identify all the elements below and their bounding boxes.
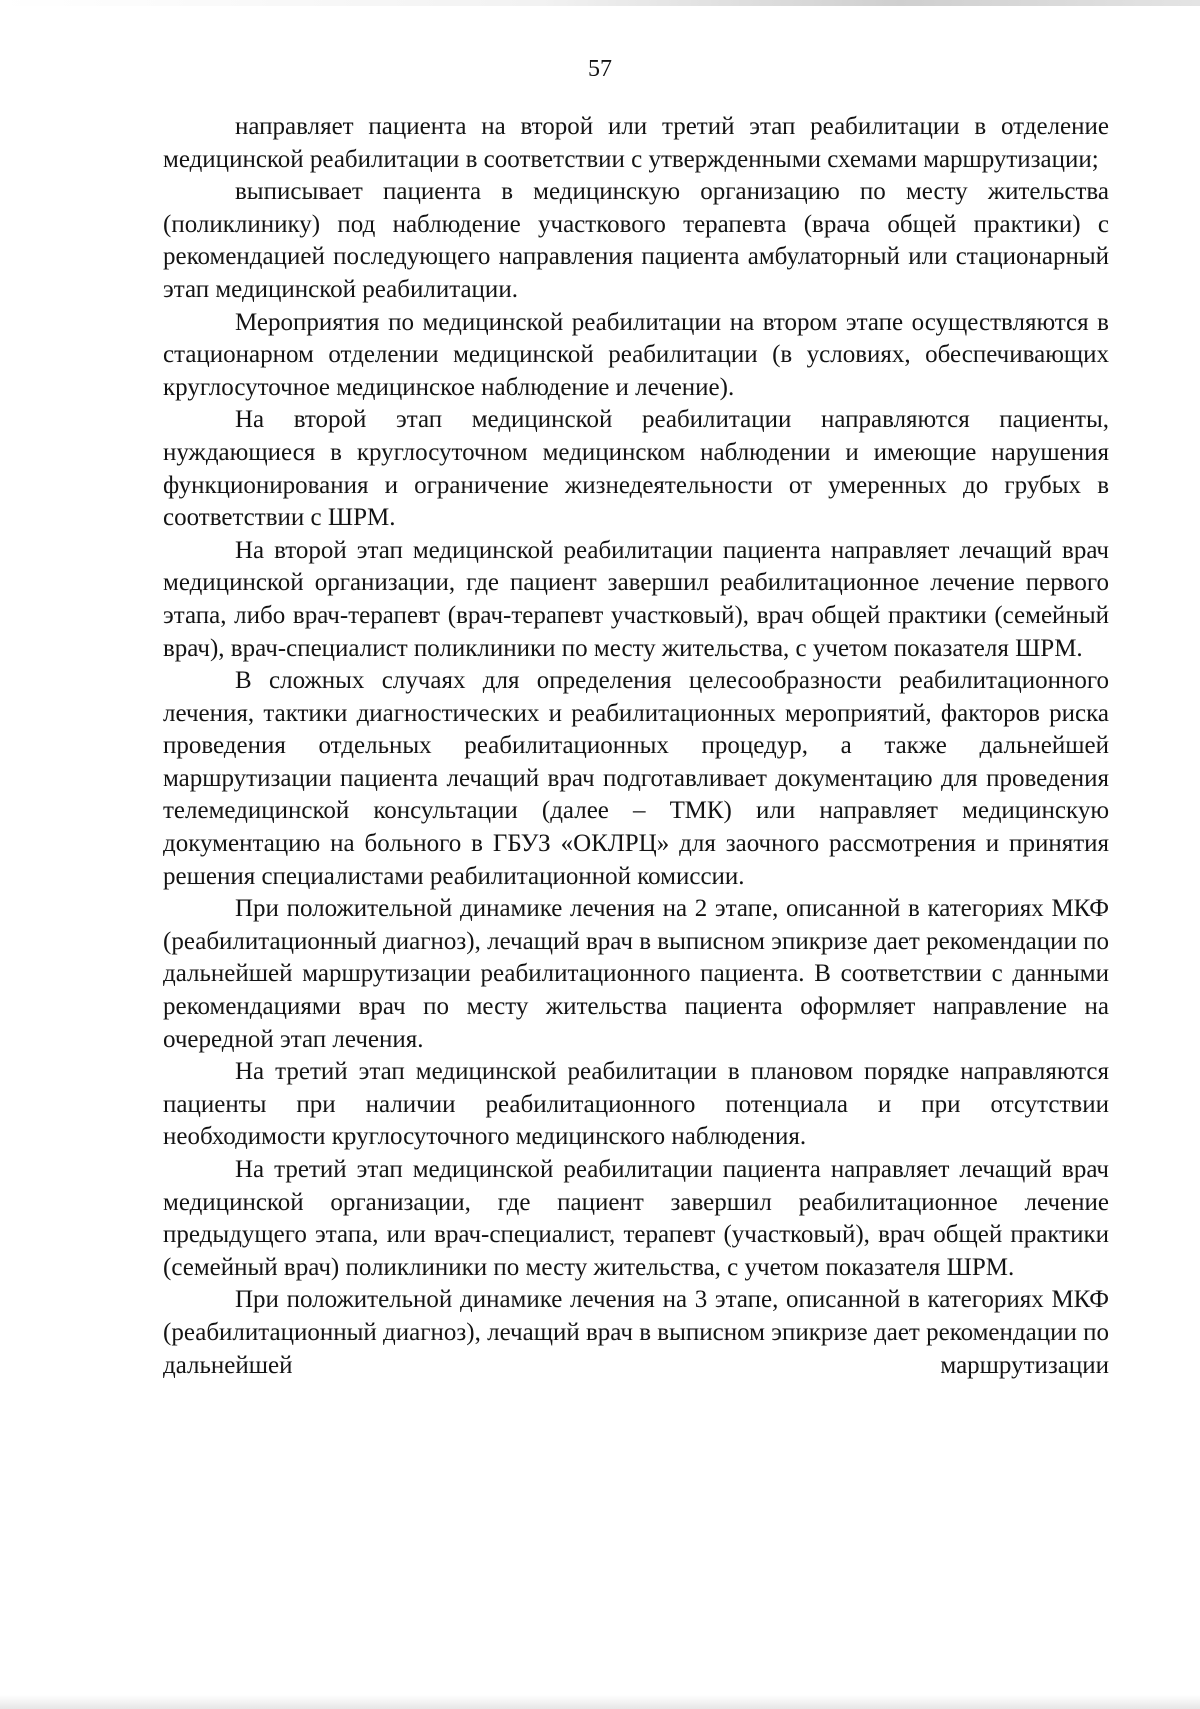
paragraph: В сложных случаях для определения целесообразности реабилитационного лечения, тактики диагностических и реабилитационных мероприятий, факторов риска проведения отдельных реабилитационных процедур, а также дальнейшей маршрутизации пациента лечащий врач подготавливает документацию для проведения телемедицинской консультации (далее – ТМК) или направляет медицинскую документацию на больного в ГБУЗ «ОКЛРЦ» для заочного рассмотрения и принятия решения специалистами реабилитационной комиссии. (163, 667, 1109, 890)
paragraph: На третий этап медицинской реабилитации пациента направляет лечащий врач медицинской организации, где пациент завершил реабилитационное лечение предыдущего этапа, или врач-специалист, терапевт (участковый), врач общей практики (семейный врач) поликлиники по месту жительства, с учетом показателя ШРМ. (163, 1156, 1109, 1281)
paragraph: На третий этап медицинской реабилитации в плановом порядке направляются пациенты при наличии реабилитационного потенциала и при отсутствии необходимости круглосуточного медицинского наблюдения. (163, 1058, 1109, 1151)
document-body (163, 111, 1109, 1382)
scan-edge-bottom (0, 1695, 1200, 1709)
paragraph: выписывает пациента в медицинскую организацию по месту жительства (поликлинику) под наблюдение участкового терапевта (врача общей практики) с рекомендацией последующего направления пациента амбулаторный или стационарный этап медицинской реабилитации. (163, 178, 1109, 303)
scan-edge-top (0, 0, 1200, 6)
paragraph: При положительной динамике лечения на 3 этапе, описанной в категориях МКФ (реабилитационный диагноз), лечащий врач в выписном эпикризе дает рекомендации по дальнейшей маршрутизации (163, 1286, 1109, 1379)
paragraph: При положительной динамике лечения на 2 этапе, описанной в категориях МКФ (реабилитационный диагноз), лечащий врач в выписном эпикризе дает рекомендации по дальнейшей маршрутизации реабилитационного пациента. В соответствии с данными рекомендациями врач по месту жительства пациента оформляет направление на очередной этап лечения. (163, 895, 1109, 1053)
paragraph: направляет пациента на второй или третий этап реабилитации в отделение медицинской реабилитации в соответствии с утвержденными схемами маршрутизации; (163, 113, 1109, 173)
paragraph: Мероприятия по медицинской реабилитации на втором этапе осуществляются в стационарном отделении медицинской реабилитации (в условиях, обеспечивающих круглосуточное медицинское наблюдение и лечение). (163, 308, 1109, 401)
paragraph: На второй этап медицинской реабилитации пациента направляет лечащий врач медицинской организации, где пациент завершил реабилитационное лечение первого этапа, либо врач-терапевт (врач-терапевт участковый), врач общей практики (семейный врач), врач-специалист поликлиники по месту жительства, с учетом показателя ШРМ. (163, 536, 1109, 662)
page-number: 57 (588, 56, 612, 82)
paragraph: На второй этап медицинской реабилитации направляются пациенты, нуждающиеся в круглосуточном медицинском наблюдении и имеющие нарушения функционирования и ограничение жизнедеятельности от умеренных до грубых в соответствии с ШРМ. (163, 406, 1109, 532)
